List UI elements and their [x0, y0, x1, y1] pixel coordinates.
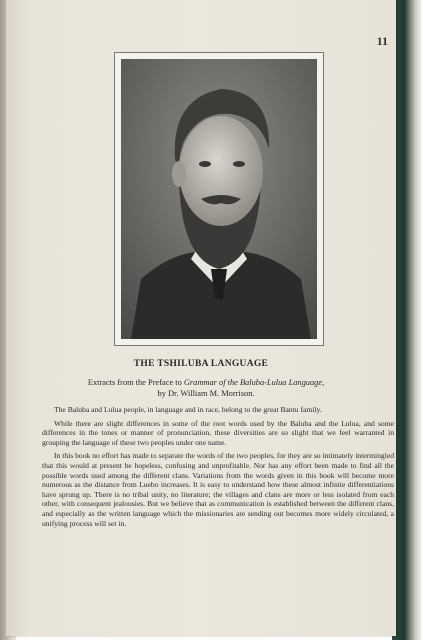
portrait-frame	[114, 52, 324, 346]
article-body	[42, 405, 394, 532]
subtitle-book-title: Grammar of the Baluba-Lulua Language,	[183, 378, 325, 387]
portrait-photograph-icon	[121, 59, 317, 339]
subtitle-prefix: Extracts from the Preface to	[87, 378, 184, 387]
body-paragraph: While there are slight differences in some of the root words used by the Baluba and the Lulua, and some differences in the tones or manner of pronunciation, these diversities are so slight that we feel warranted in grouping the language of these two peoples under one name.	[42, 418, 394, 447]
article-subtitle	[26, 377, 386, 399]
portrait-illustration	[121, 59, 317, 339]
page-number: 11	[376, 34, 388, 48]
article-title: THE TSHILUBA LANGUAGE	[133, 359, 269, 369]
body-paragraph: In this book no effort has made to separate the words of the two peoples, for they are so intimately intermingled that this would at present be hopeless, confusing and unprofitable. Nor has any effort been made to find all the possible words used among the different clans. Variations from the words given in this book will become more numerous as the distance from Luebo increases. It is easy to understand how these almost infinite differentiations have sprung up. There is no tribal unity, no literature; the villages and clans are more or less isolated from each other, with consequent jealousies. But we believe that as communication is established between the different clans, and especially as the written language which the missionaries are sending out becomes more widely circulated, a unifying process will set in.	[42, 451, 394, 528]
body-paragraph: The Baluba and Lulua people, in language and in race, belong to the great Bantu family.	[54, 405, 322, 414]
subtitle-author: by Dr. William M. Morrison.	[157, 389, 255, 398]
book-cover-edge	[392, 0, 423, 640]
book-page	[6, 0, 396, 636]
